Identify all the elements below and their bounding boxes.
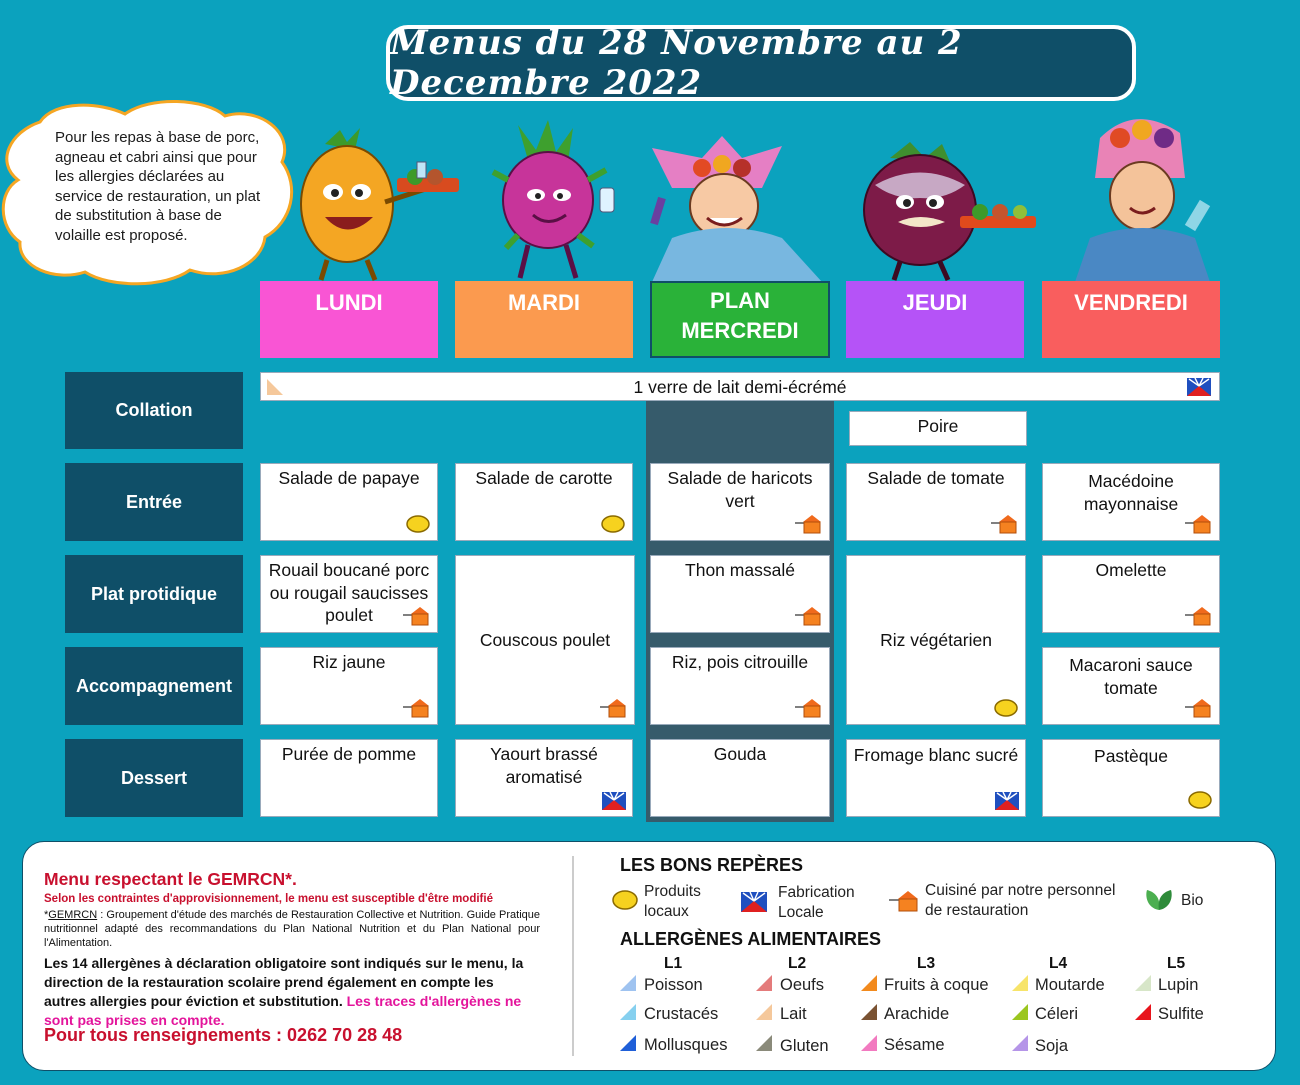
level-l4: L4: [1049, 955, 1068, 972]
row-label-plat: Plat protidique: [65, 555, 243, 633]
substitution-note: Pour les repas à base de porc, agneau et cabri ainsi que pour les allergies déclarées au service de restauration, un plat de substitution à base de volaille est proposé.: [55, 129, 261, 244]
menu-entree-vendredi: Macédoine mayonnaise: [1042, 463, 1220, 541]
level-l2: L2: [788, 955, 807, 972]
fabrication-locale-icon: [1187, 378, 1211, 396]
produit-local-icon: [611, 888, 639, 912]
row-label-dessert: Dessert: [65, 739, 243, 817]
lait-allergen-icon: [267, 379, 283, 395]
allergen-gluten: Gluten: [780, 1037, 829, 1055]
menu-entree-lundi: Salade de papaye: [260, 463, 438, 541]
girl-mascot: [1060, 108, 1220, 282]
menu-collation-all: 1 verre de lait demi-écrémé: [260, 372, 1220, 401]
allergen-arachide: Arachide: [884, 1005, 950, 1023]
repere-fabrication-locale: Fabrication Locale: [778, 884, 855, 921]
triangle-icon: [861, 1035, 877, 1051]
dragonfruit-mascot: [478, 120, 628, 282]
produit-local-icon: [405, 514, 431, 534]
allergen-sesame: Sésame: [884, 1036, 945, 1054]
row-label-collation: Collation: [65, 372, 243, 449]
produit-local-icon: [1187, 790, 1213, 810]
allergen-celeri: Céleri: [1035, 1005, 1079, 1023]
day-header-vendredi: VENDREDI: [1042, 281, 1220, 358]
cuisine-maison-icon: [991, 514, 1019, 534]
triangle-icon: [861, 1004, 877, 1020]
produit-local-icon: [600, 514, 626, 534]
cuisine-maison-icon: [403, 606, 431, 626]
menu-accomp-vendredi: Macaroni sauce tomate: [1042, 647, 1220, 725]
allergy-notice: Les 14 allergènes à déclaration obligatoire sont indiqués sur le menu, la direction de la restauration scolaire prend également en compte les autres allergies pour éviction et substitution. Les traces d'allergènes ne sont pas prises en compte.: [44, 955, 524, 1028]
triangle-icon: [620, 975, 636, 991]
page-title: Menus du 28 Novembre au 2 Decembre 2022: [390, 23, 963, 103]
legend-divider: [572, 856, 574, 1056]
menu-plat-mercredi: Thon massalé: [650, 555, 830, 633]
cuisine-maison-icon: [1185, 606, 1213, 626]
menu-dessert-lundi: Purée de pomme: [260, 739, 438, 817]
repere-cuisine-maison: Cuisiné par notre personnel de restauration: [925, 882, 1116, 919]
boy-mascot: [632, 128, 842, 282]
gemrcn-title: Menu respectant le GEMRCN*.: [44, 869, 297, 889]
level-l5: L5: [1167, 955, 1186, 972]
cuisine-maison-icon: [889, 890, 919, 912]
repere-bio: Bio: [1181, 892, 1204, 909]
triangle-icon: [1012, 1035, 1028, 1051]
menu-collation-jeudi: Poire: [849, 411, 1027, 446]
menu-entree-jeudi: Salade de tomate: [846, 463, 1026, 541]
cuisine-maison-icon: [403, 698, 431, 718]
contact-phone: Pour tous renseignements : 0262 70 28 48: [44, 1025, 403, 1045]
cuisine-maison-icon: [795, 698, 823, 718]
triangle-icon: [756, 1004, 772, 1020]
triangle-icon: [756, 975, 772, 991]
title-banner: [386, 25, 1136, 101]
triangle-icon: [1012, 1004, 1028, 1020]
gemrcn-definition: *GEMRCN : Groupement d'étude des marchés de Restauration Collective et Nutrition. Guide Pratique nutritionnel adapté des recommandations du Plan National Nutrition et du Plan National pour l'Alimentation.: [44, 909, 540, 949]
cuisine-maison-icon: [795, 606, 823, 626]
triangle-icon: [1012, 975, 1028, 991]
day-header-mardi: MARDI: [455, 281, 633, 358]
menu-plat-lundi: Rouail boucané porc ou rougail saucisses poulet: [260, 555, 438, 633]
menu-plat-vendredi: Omelette: [1042, 555, 1220, 633]
cuisine-maison-icon: [1185, 514, 1213, 534]
triangle-icon: [620, 1004, 636, 1020]
menu-dessert-mardi: Yaourt brassé aromatisé: [455, 739, 633, 817]
mangosteen-mascot: [850, 140, 1040, 282]
allergens-title: ALLERGÈNES ALIMENTAIRES: [620, 929, 882, 949]
allergen-soja: Soja: [1035, 1037, 1069, 1055]
triangle-icon: [861, 975, 877, 991]
triangle-icon: [1135, 1004, 1151, 1020]
cuisine-maison-icon: [600, 698, 628, 718]
cuisine-maison-icon: [795, 514, 823, 534]
gemrcn-subtitle: Selon les contraintes d'approvisionnement, le menu est susceptible d'être modifié: [44, 893, 493, 905]
menu-entree-mercredi: Salade de haricots vert: [650, 463, 830, 541]
fabrication-locale-icon: [741, 892, 767, 912]
allergen-moutarde: Moutarde: [1035, 976, 1105, 994]
level-l1: L1: [664, 955, 683, 972]
allergen-fruits-a-coque: Fruits à coque: [884, 976, 989, 994]
menu-dessert-vendredi: Pastèque: [1042, 739, 1220, 817]
row-label-entree: Entrée: [65, 463, 243, 541]
legend-panel: [22, 841, 1276, 1071]
menu-entree-mardi: Salade de carotte: [455, 463, 633, 541]
allergen-lait: Lait: [780, 1005, 807, 1023]
menu-plat-accomp-mardi: Couscous poulet: [455, 555, 635, 725]
menu-accomp-lundi: Riz jaune: [260, 647, 438, 725]
repere-produits-locaux: Produits locaux: [644, 883, 701, 920]
triangle-icon: [620, 1035, 636, 1051]
menu-dessert-jeudi: Fromage blanc sucré: [846, 739, 1026, 817]
menu-plat-accomp-jeudi: Riz végétarien: [846, 555, 1026, 725]
allergen-sulfite: Sulfite: [1158, 1005, 1204, 1023]
reperes-title: LES BONS REPÈRES: [620, 855, 804, 875]
menu-accomp-mercredi: Riz, pois citrouille: [650, 647, 830, 725]
menu-dessert-mercredi: Gouda: [650, 739, 830, 817]
row-label-accompagnement: Accompagnement: [65, 647, 243, 725]
allergen-crustaces: Crustacés: [644, 1005, 719, 1023]
allergen-mollusques: Mollusques: [644, 1036, 728, 1054]
day-header-mercredi: PLAN MERCREDI: [650, 281, 830, 358]
triangle-icon: [1135, 975, 1151, 991]
fabrication-locale-icon: [602, 792, 626, 810]
cuisine-maison-icon: [1185, 698, 1213, 718]
produit-local-icon: [993, 698, 1019, 718]
allergen-poisson: Poisson: [644, 976, 703, 994]
allergen-oeufs: Oeufs: [780, 976, 825, 994]
day-header-lundi: LUNDI: [260, 281, 438, 358]
leaf-icon: [1143, 888, 1175, 912]
triangle-icon: [756, 1035, 772, 1051]
level-l3: L3: [917, 955, 936, 972]
day-header-jeudi: JEUDI: [846, 281, 1024, 358]
mango-mascot: [285, 122, 465, 282]
fabrication-locale-icon: [995, 792, 1019, 810]
allergen-lupin: Lupin: [1158, 976, 1199, 994]
